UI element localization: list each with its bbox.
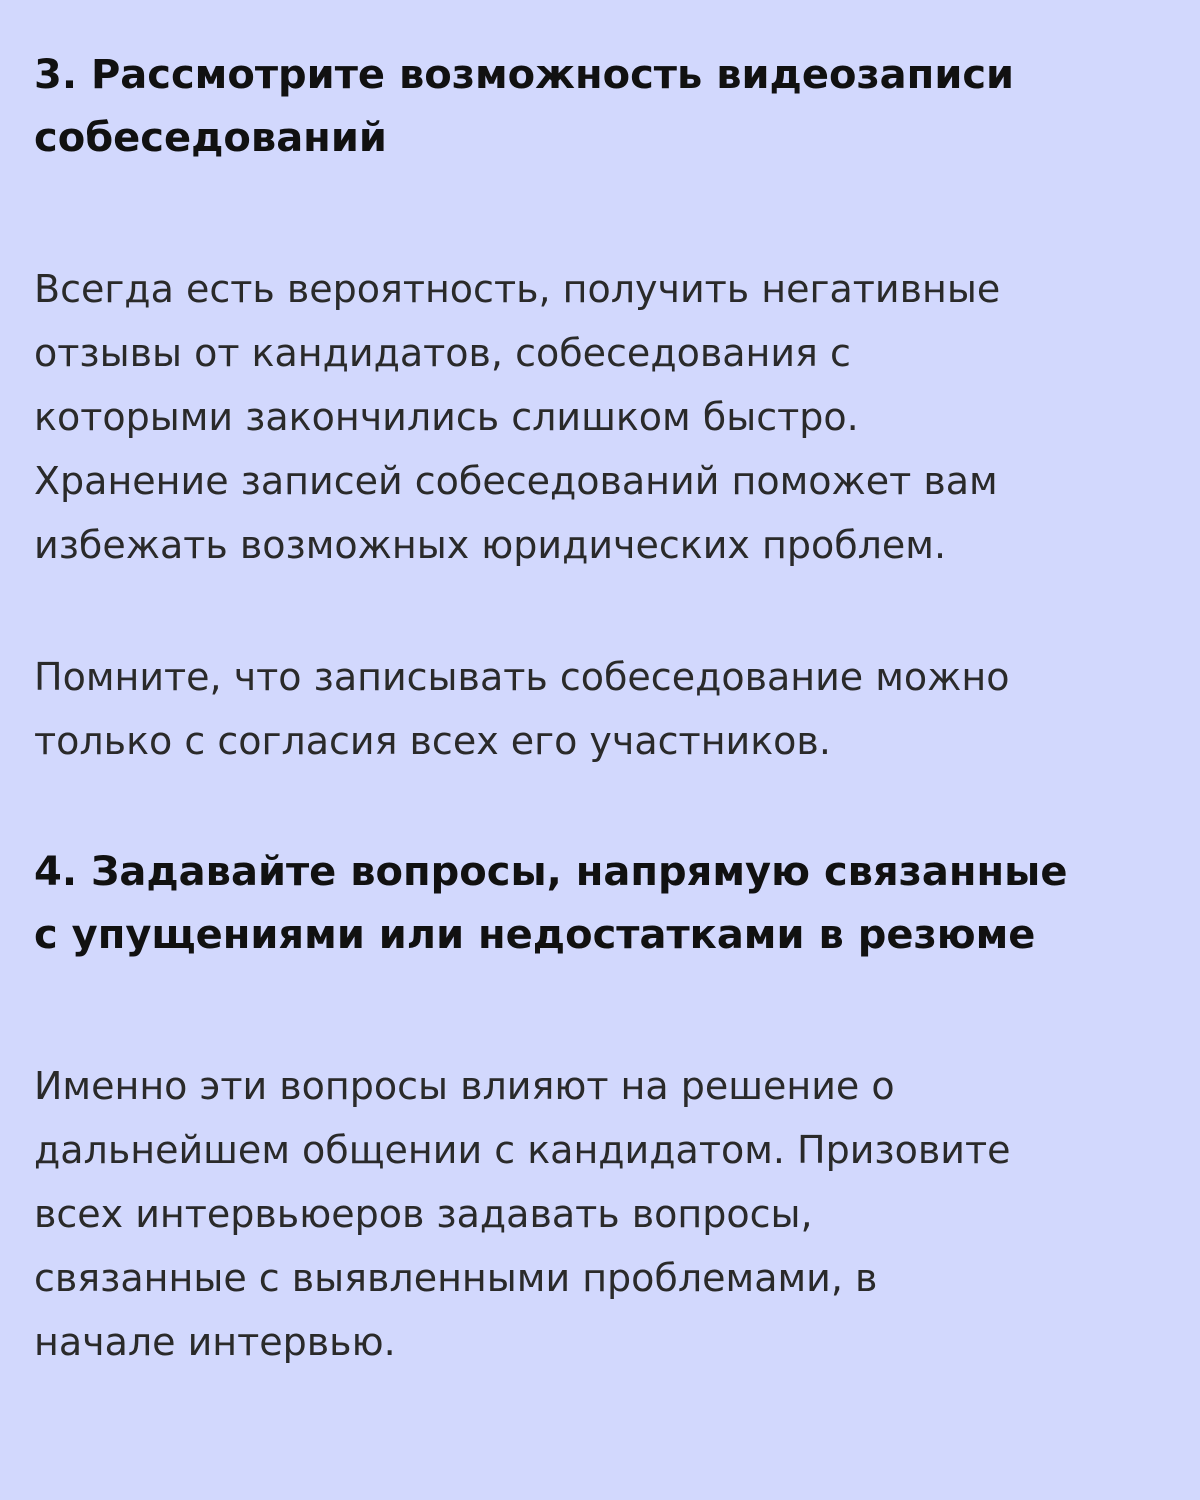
paragraph-line: Именно эти вопросы влияют на решение о (34, 1064, 895, 1108)
paragraph-line: Всегда есть вероятность, получить негативные (34, 267, 1001, 311)
paragraph-line: отзывы от кандидатов, собеседования с (34, 331, 851, 375)
paragraph-line: Помните, что записывать собеседование можно (34, 655, 1010, 699)
paragraph-line: только с согласия всех его участников. (34, 719, 831, 763)
heading-line: собеседований (34, 115, 387, 161)
section-4-heading (34, 841, 1160, 967)
section-4 (34, 841, 1160, 1374)
paragraph-line: избежать возможных юридических проблем. (34, 523, 947, 567)
paragraph-line: которыми закончились слишком быстро. (34, 395, 859, 439)
section-4-paragraph-1 (34, 1054, 1160, 1374)
paragraph-line: начале интервью. (34, 1320, 396, 1364)
paragraph-line: Хранение записей собеседований поможет вам (34, 459, 998, 503)
paragraph-line: всех интервьюеров задавать вопросы, (34, 1192, 813, 1236)
section-3-heading (34, 44, 1160, 170)
heading-line: с упущениями или недостатками в резюме (34, 912, 1036, 958)
section-3-paragraph-2 (34, 645, 1160, 773)
heading-line: 4. Задавайте вопросы, напрямую связанные (34, 849, 1068, 895)
heading-line: 3. Рассмотрите возможность видеозаписи (34, 52, 1015, 98)
section-3-paragraph-1 (34, 257, 1160, 577)
paragraph-line: связанные с выявленными проблемами, в (34, 1256, 878, 1300)
paragraph-line: дальнейшем общении с кандидатом. Призовите (34, 1128, 1011, 1172)
section-3 (34, 44, 1160, 773)
